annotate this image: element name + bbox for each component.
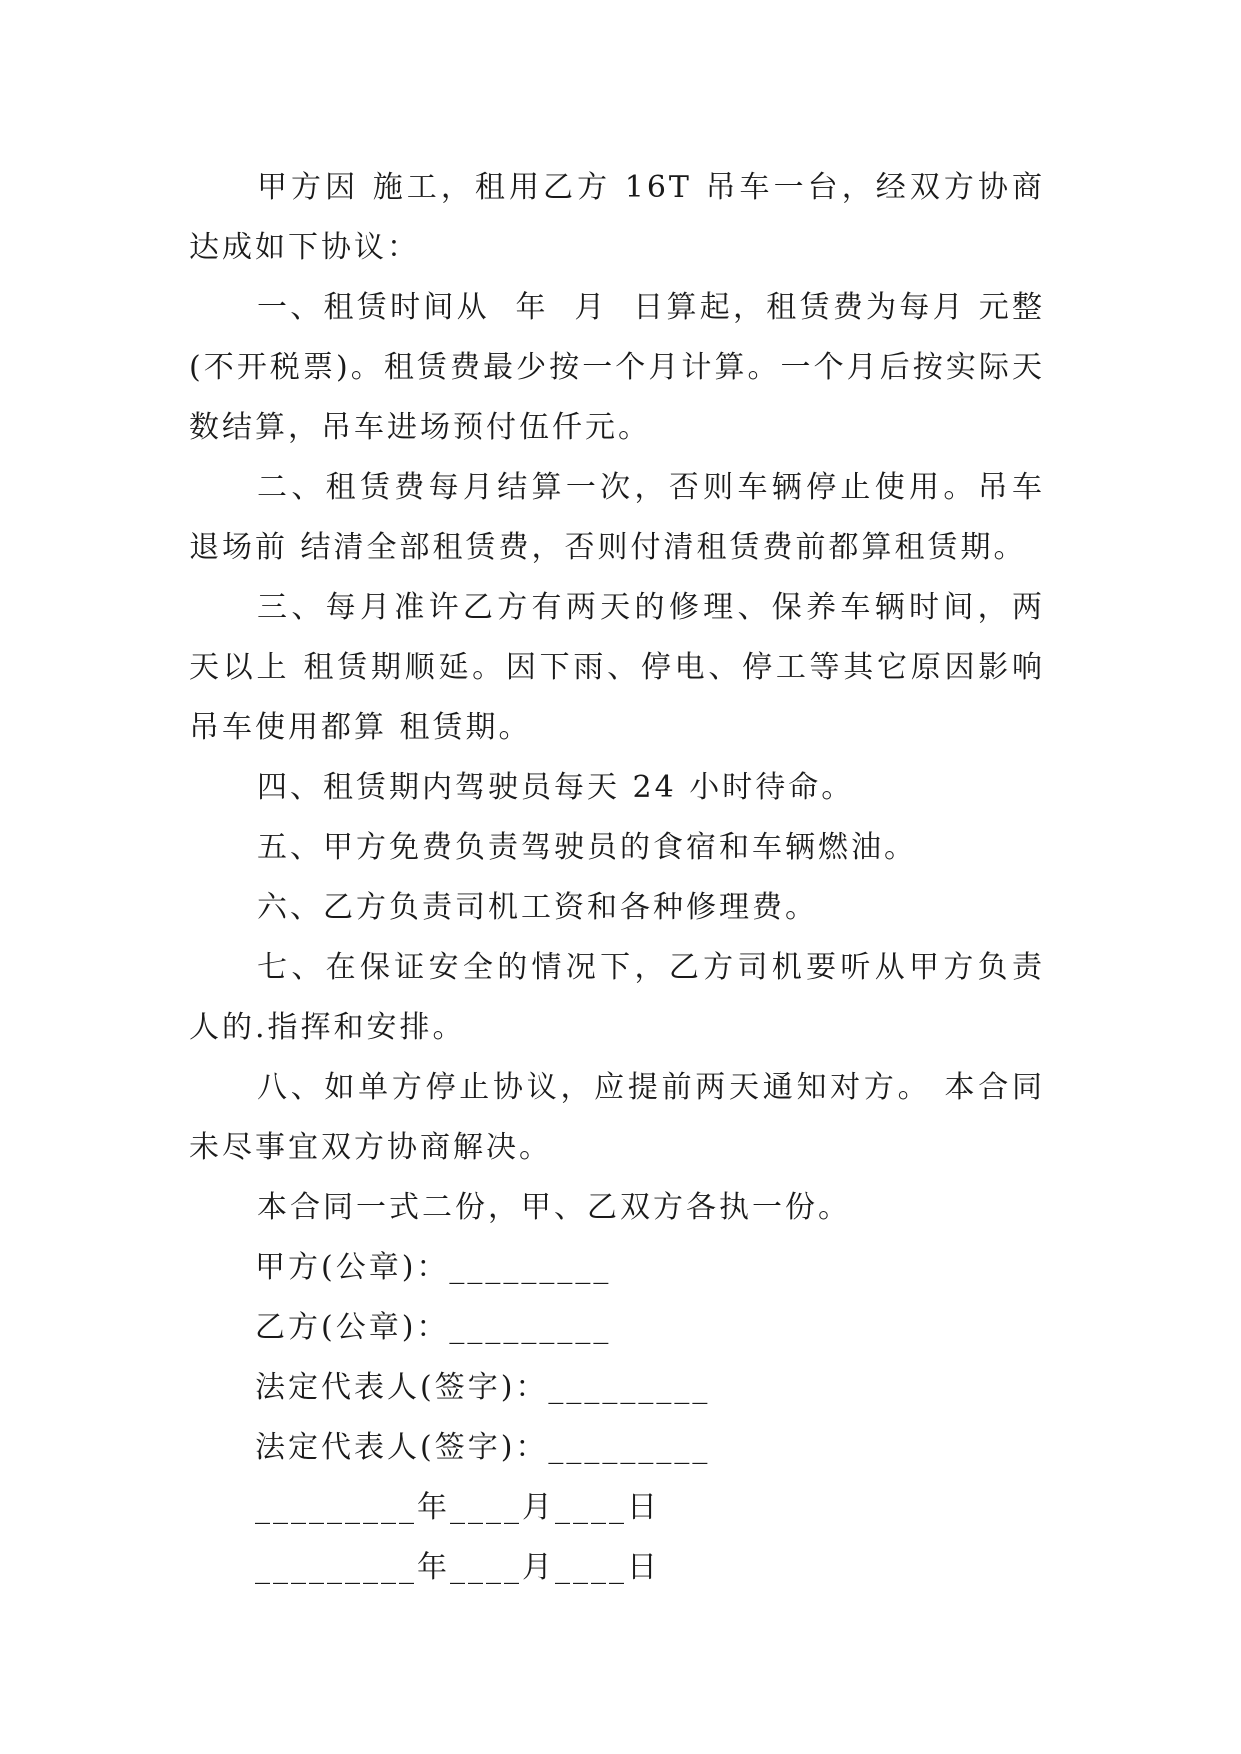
clause-8: 八、如单方停止协议，应提前两天通知对方。 本合同未尽事宜双方协商解决。: [189, 1070, 1045, 1165]
date-line-2: _________年____月____日: [255, 1550, 660, 1585]
clause-7: 七、在保证安全的情况下，乙方司机要听从甲方负责人的.指挥和安排。: [189, 950, 1045, 1045]
clause-2: 二、租赁费每月结算一次，否则车辆停止使用。吊车退场前 结清全部租赁费，否则付清租赁费前都算租赁期。: [189, 470, 1045, 565]
clause-1: 一、租赁时间从 年 月 日算起，租赁费为每月 元整(不开税票)。租赁费最少按一个月计算。一个月后按实际天数结算，吊车进场预付伍仟元。: [189, 290, 1045, 445]
clause-4: 四、租赁期内驾驶员每天 24 小时待命。: [257, 770, 855, 805]
clause-5: 五、甲方免费负责驾驶员的食宿和车辆燃油。: [257, 830, 917, 865]
intro-paragraph: 甲方因 施工，租用乙方 16T 吊车一台，经双方协商达成如下协议：: [189, 170, 1045, 265]
legal-rep-signature-line-2: 法定代表人(签字)：_________: [255, 1430, 711, 1465]
party-b-seal-line: 乙方(公章)：_________: [255, 1310, 612, 1345]
clause-3: 三、每月准许乙方有两天的修理、保养车辆时间，两天以上 租赁期顺延。因下雨、停电、停工等其它原因影响吊车使用都算 租赁期。: [189, 590, 1045, 745]
contract-body: [189, 158, 1045, 1598]
party-a-seal-line: 甲方(公章)：_________: [255, 1250, 612, 1285]
clause-6: 六、乙方负责司机工资和各种修理费。: [257, 890, 818, 925]
date-line-1: _________年____月____日: [255, 1490, 660, 1525]
legal-rep-signature-line-1: 法定代表人(签字)：_________: [255, 1370, 711, 1405]
copies-statement: 本合同一式二份，甲、乙双方各执一份。: [257, 1190, 851, 1225]
